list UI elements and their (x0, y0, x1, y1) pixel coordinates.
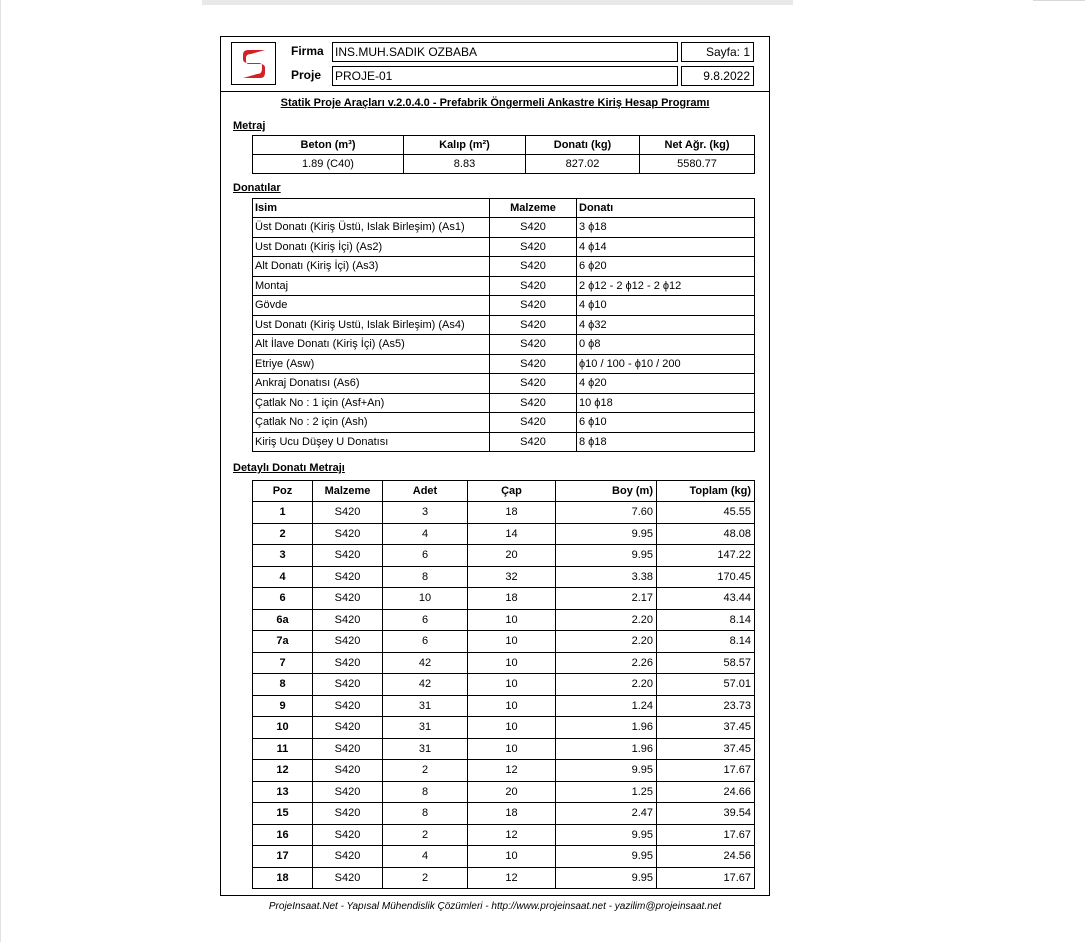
detay-cell: 24.66 (657, 781, 755, 803)
detay-row (253, 738, 755, 760)
firma-field: INS.MUH.SADIK OZBABA (332, 42, 678, 62)
detay-cell: 3.38 (556, 566, 657, 588)
detay-col-header: Boy (m) (556, 481, 657, 502)
detay-cell: 13 (253, 781, 313, 803)
detay-cell: S420 (313, 566, 383, 588)
donatilar-cell: S420 (490, 296, 577, 316)
detay-cell: 170.45 (657, 566, 755, 588)
donatilar-cell: 8 ϕ18 (577, 432, 755, 452)
detay-cell: 2 (383, 760, 468, 782)
company-logo-icon (231, 42, 276, 85)
detay-cell: 10 (468, 631, 556, 653)
donatilar-header-row (253, 199, 755, 218)
detay-cell: 15 (253, 803, 313, 825)
detay-cell: 9.95 (556, 867, 657, 889)
detay-cell: 16 (253, 824, 313, 846)
donatilar-cell: Üst Donatı (Kiriş Üstü, Islak Birleşim) (As1) (253, 218, 490, 238)
proje-label: Proje (291, 68, 322, 82)
detay-cell: 17.67 (657, 867, 755, 889)
detay-cell: 37.45 (657, 717, 755, 739)
donatilar-cell: Kiriş Ucu Düşey U Donatısı (253, 432, 490, 452)
detay-cell: 24.56 (657, 846, 755, 868)
metraj-col-header: Beton (m³) (253, 136, 404, 155)
detay-col-header: Çap (468, 481, 556, 502)
detay-row (253, 502, 755, 524)
detay-cell: 12 (468, 824, 556, 846)
detay-cell: 58.57 (657, 652, 755, 674)
donatilar-cell: 2 ϕ12 - 2 ϕ12 - 2 ϕ12 (577, 276, 755, 296)
detay-cell: 11 (253, 738, 313, 760)
detay-cell: 12 (468, 867, 556, 889)
detay-cell: 6 (383, 609, 468, 631)
donatilar-col-header: Isim (253, 199, 490, 218)
detay-cell: 32 (468, 566, 556, 588)
detay-row (253, 867, 755, 889)
detay-cell: 2 (253, 523, 313, 545)
detay-cell: S420 (313, 502, 383, 524)
donatilar-cell: 4 ϕ10 (577, 296, 755, 316)
viewer-left-edge (0, 0, 1, 942)
detay-header-row (253, 481, 755, 502)
detay-cell: 7a (253, 631, 313, 653)
detay-row (253, 717, 755, 739)
donatilar-table (252, 198, 755, 452)
donatilar-cell: 4 ϕ14 (577, 237, 755, 257)
detay-cell: 31 (383, 717, 468, 739)
donatilar-cell: Alt İlave Donatı (Kiriş İçi) (As5) (253, 335, 490, 355)
detay-cell: 12 (253, 760, 313, 782)
donatilar-row (253, 257, 755, 277)
detay-row (253, 674, 755, 696)
detay-heading: Detaylı Donatı Metrajı (233, 462, 345, 474)
detay-row (253, 760, 755, 782)
firma-label: Firma (291, 44, 324, 58)
detay-cell: 10 (383, 588, 468, 610)
detay-cell: 10 (253, 717, 313, 739)
detay-cell: 9 (253, 695, 313, 717)
detay-col-header: Adet (383, 481, 468, 502)
detay-cell: 3 (383, 502, 468, 524)
detay-col-header: Poz (253, 481, 313, 502)
detay-cell: S420 (313, 738, 383, 760)
donatilar-row (253, 335, 755, 355)
detay-cell: S420 (313, 846, 383, 868)
detay-cell: 6a (253, 609, 313, 631)
detay-cell: 2.20 (556, 631, 657, 653)
donatilar-cell: 0 ϕ8 (577, 335, 755, 355)
donatilar-cell: Ust Donatı (Kiriş Ustü, Islak Birleşim) (As4) (253, 315, 490, 335)
detay-col-header: Malzeme (313, 481, 383, 502)
detay-cell: 10 (468, 652, 556, 674)
donatilar-cell: Montaj (253, 276, 490, 296)
detay-cell: 18 (468, 502, 556, 524)
donatilar-cell: S420 (490, 354, 577, 374)
detay-row (253, 846, 755, 868)
detay-cell: 2 (383, 824, 468, 846)
detay-row (253, 588, 755, 610)
detay-row (253, 695, 755, 717)
donatilar-heading: Donatılar (233, 182, 281, 194)
detay-cell: 18 (468, 588, 556, 610)
metraj-col-header: Kalıp (m²) (404, 136, 526, 155)
page-number: Sayfa: 1 (681, 42, 754, 62)
donatilar-row (253, 315, 755, 335)
metraj-col-header: Donatı (kg) (526, 136, 640, 155)
detay-cell: 9.95 (556, 760, 657, 782)
metraj-cell: 8.83 (404, 155, 526, 174)
detay-cell: 8.14 (657, 631, 755, 653)
detay-cell: 1 (253, 502, 313, 524)
donatilar-row (253, 432, 755, 452)
detay-cell: 42 (383, 674, 468, 696)
detay-cell: S420 (313, 695, 383, 717)
detay-cell: 18 (468, 803, 556, 825)
detay-cell: S420 (313, 545, 383, 567)
detay-cell: 31 (383, 738, 468, 760)
donatilar-cell: S420 (490, 413, 577, 433)
donatilar-cell: Gövde (253, 296, 490, 316)
detay-cell: 1.96 (556, 717, 657, 739)
detay-cell: 18 (253, 867, 313, 889)
donatilar-cell: Etriye (Asw) (253, 354, 490, 374)
detay-cell: 48.08 (657, 523, 755, 545)
metraj-cell: 5580.77 (640, 155, 755, 174)
viewer-top-strip (202, 0, 793, 5)
header-divider (221, 91, 769, 92)
detay-cell: 2 (383, 867, 468, 889)
detay-cell: 6 (383, 631, 468, 653)
donatilar-cell: S420 (490, 335, 577, 355)
donatilar-cell: 4 ϕ20 (577, 374, 755, 394)
detay-cell: 9.95 (556, 523, 657, 545)
detay-cell: 6 (383, 545, 468, 567)
detay-cell: 8 (383, 803, 468, 825)
report-date: 9.8.2022 (681, 66, 754, 86)
detay-cell: 43.44 (657, 588, 755, 610)
detay-row (253, 781, 755, 803)
detay-cell: 1.96 (556, 738, 657, 760)
detay-cell: 8 (383, 781, 468, 803)
detay-row (253, 631, 755, 653)
metraj-col-header: Net Ağr. (kg) (640, 136, 755, 155)
detay-cell: 1.25 (556, 781, 657, 803)
metraj-heading: Metraj (233, 120, 266, 132)
metraj-value-row (253, 155, 755, 174)
detay-cell: S420 (313, 781, 383, 803)
donatilar-cell: ϕ10 / 100 - ϕ10 / 200 (577, 354, 755, 374)
donatilar-cell: S420 (490, 257, 577, 277)
detay-cell: 17.67 (657, 824, 755, 846)
donatilar-row (253, 374, 755, 394)
detay-cell: 7 (253, 652, 313, 674)
detay-cell: 57.01 (657, 674, 755, 696)
detay-row (253, 824, 755, 846)
detay-cell: S420 (313, 674, 383, 696)
page-footer: ProjeInsaat.Net - Yapısal Mühendislik Çözümleri - http://www.projeinsaat.net - yazilim@projeinsaat.net (268, 901, 722, 912)
donatilar-cell: 10 ϕ18 (577, 393, 755, 413)
donatilar-row (253, 354, 755, 374)
detay-col-header: Toplam (kg) (657, 481, 755, 502)
detay-row (253, 652, 755, 674)
detay-cell: 12 (468, 760, 556, 782)
donatilar-row (253, 237, 755, 257)
detay-cell: 17 (253, 846, 313, 868)
detay-cell: 10 (468, 846, 556, 868)
detay-cell: 9.95 (556, 824, 657, 846)
donatilar-row (253, 393, 755, 413)
detay-cell: 4 (383, 523, 468, 545)
detay-cell: 6 (253, 588, 313, 610)
detay-cell: S420 (313, 803, 383, 825)
detay-row (253, 566, 755, 588)
detay-row (253, 609, 755, 631)
donatilar-cell: Çatlak No : 2 için (Ash) (253, 413, 490, 433)
detay-cell: 10 (468, 695, 556, 717)
detay-cell: 9.95 (556, 846, 657, 868)
detay-cell: 42 (383, 652, 468, 674)
detay-cell: 10 (468, 717, 556, 739)
detay-cell: 4 (383, 846, 468, 868)
donatilar-cell: 6 ϕ10 (577, 413, 755, 433)
donatilar-col-header: Malzeme (490, 199, 577, 218)
detay-cell: 147.22 (657, 545, 755, 567)
detay-cell: 4 (253, 566, 313, 588)
detay-cell: S420 (313, 631, 383, 653)
detay-cell: 23.73 (657, 695, 755, 717)
donatilar-cell: S420 (490, 374, 577, 394)
detay-cell: 2.20 (556, 609, 657, 631)
viewer-right-strip (1033, 0, 1085, 1)
detay-cell: 31 (383, 695, 468, 717)
metraj-table (252, 135, 755, 174)
detay-cell: 7.60 (556, 502, 657, 524)
donatilar-cell: S420 (490, 315, 577, 335)
detay-table (252, 480, 755, 889)
donatilar-cell: S420 (490, 393, 577, 413)
detay-cell: 8 (383, 566, 468, 588)
donatilar-row (253, 296, 755, 316)
detay-cell: S420 (313, 824, 383, 846)
donatilar-cell: Ankraj Donatısı (As6) (253, 374, 490, 394)
detay-cell: 3 (253, 545, 313, 567)
metraj-cell: 1.89 (C40) (253, 155, 404, 174)
donatilar-col-header: Donatı (577, 199, 755, 218)
detay-cell: S420 (313, 588, 383, 610)
detay-cell: 10 (468, 674, 556, 696)
detay-cell: 20 (468, 545, 556, 567)
donatilar-cell: 3 ϕ18 (577, 218, 755, 238)
detay-cell: S420 (313, 717, 383, 739)
detay-cell: 8 (253, 674, 313, 696)
detay-cell: S420 (313, 523, 383, 545)
donatilar-cell: Çatlak No : 1 için (Asf+An) (253, 393, 490, 413)
detay-cell: S420 (313, 760, 383, 782)
detay-cell: S420 (313, 609, 383, 631)
donatilar-cell: 6 ϕ20 (577, 257, 755, 277)
detay-cell: 2.17 (556, 588, 657, 610)
detay-cell: 2.47 (556, 803, 657, 825)
donatilar-cell: 4 ϕ32 (577, 315, 755, 335)
donatilar-row (253, 276, 755, 296)
donatilar-cell: S420 (490, 237, 577, 257)
detay-cell: 39.54 (657, 803, 755, 825)
report-page (220, 36, 770, 896)
detay-cell: 20 (468, 781, 556, 803)
donatilar-row (253, 218, 755, 238)
detay-cell: 2.26 (556, 652, 657, 674)
donatilar-cell: S420 (490, 218, 577, 238)
detay-cell: 14 (468, 523, 556, 545)
metraj-cell: 827.02 (526, 155, 640, 174)
detay-row (253, 523, 755, 545)
report-title: Statik Proje Araçları v.2.0.4.0 - Prefabrik Öngermeli Ankastre Kiriş Hesap Programı (280, 97, 710, 109)
detay-cell: 9.95 (556, 545, 657, 567)
donatilar-cell: S420 (490, 276, 577, 296)
proje-field: PROJE-01 (332, 66, 678, 86)
metraj-header-row (253, 136, 755, 155)
detay-cell: S420 (313, 652, 383, 674)
detay-cell: 2.20 (556, 674, 657, 696)
detay-cell: 10 (468, 609, 556, 631)
donatilar-row (253, 413, 755, 433)
detay-cell: 37.45 (657, 738, 755, 760)
detay-cell: 10 (468, 738, 556, 760)
donatilar-cell: S420 (490, 432, 577, 452)
detay-cell: 1.24 (556, 695, 657, 717)
donatilar-cell: Ust Donatı (Kiriş İçi) (As2) (253, 237, 490, 257)
detay-cell: 17.67 (657, 760, 755, 782)
detay-cell: S420 (313, 867, 383, 889)
donatilar-cell: Alt Donatı (Kiriş İçi) (As3) (253, 257, 490, 277)
detay-row (253, 545, 755, 567)
detay-row (253, 803, 755, 825)
detay-cell: 8.14 (657, 609, 755, 631)
detay-cell: 45.55 (657, 502, 755, 524)
